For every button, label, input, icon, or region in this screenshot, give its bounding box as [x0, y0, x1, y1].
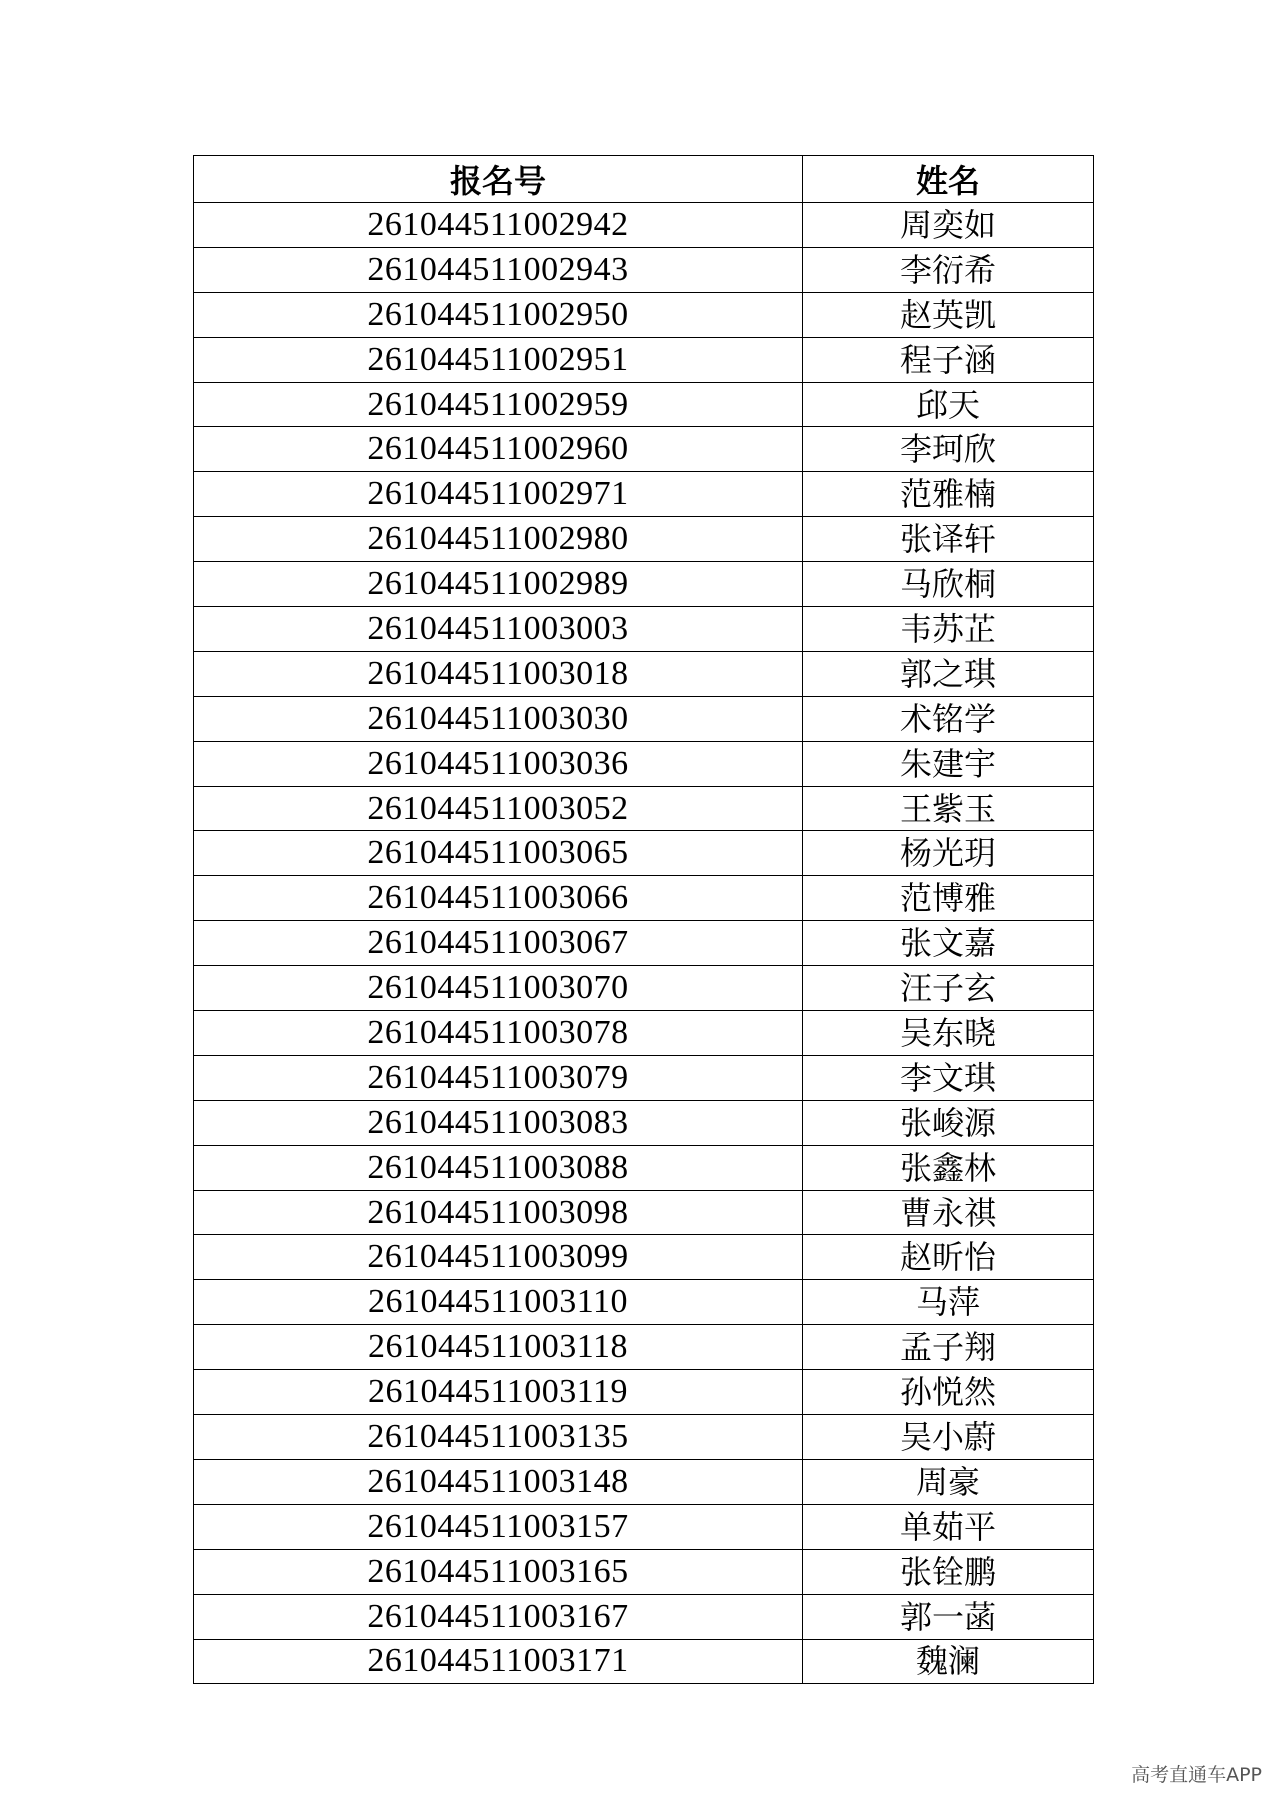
- registration-number-cell: 261044511002950: [194, 292, 803, 337]
- table-row: [194, 1055, 1094, 1100]
- name-cell: 李文琪: [803, 1055, 1094, 1100]
- table-row: [194, 203, 1094, 248]
- name-cell: 吴东晓: [803, 1011, 1094, 1056]
- name-cell: 张鑫林: [803, 1145, 1094, 1190]
- registration-number-cell: 261044511003065: [194, 831, 803, 876]
- table-row: [194, 1190, 1094, 1235]
- name-cell: 魏澜: [803, 1639, 1094, 1684]
- name-cell: 马欣桐: [803, 562, 1094, 607]
- table-body: [194, 203, 1094, 1684]
- registration-number-cell: 261044511003119: [194, 1370, 803, 1415]
- table-row: [194, 562, 1094, 607]
- registration-number-cell: 261044511003036: [194, 741, 803, 786]
- table-row: [194, 1145, 1094, 1190]
- name-cell: 孟子翔: [803, 1325, 1094, 1370]
- table-row: [194, 1415, 1094, 1460]
- header-name: 姓名: [803, 156, 1094, 203]
- table-row: [194, 966, 1094, 1011]
- registration-number-cell: 261044511003067: [194, 921, 803, 966]
- name-cell: 张峻源: [803, 1100, 1094, 1145]
- registration-table: [193, 155, 1094, 1684]
- name-cell: 孙悦然: [803, 1370, 1094, 1415]
- table-row: [194, 876, 1094, 921]
- name-cell: 赵英凯: [803, 292, 1094, 337]
- name-cell: 李衍希: [803, 247, 1094, 292]
- registration-number-cell: 261044511003118: [194, 1325, 803, 1370]
- name-cell: 韦苏芷: [803, 607, 1094, 652]
- table-row: [194, 472, 1094, 517]
- table-row: [194, 517, 1094, 562]
- registration-number-cell: 261044511003099: [194, 1235, 803, 1280]
- name-cell: 汪子玄: [803, 966, 1094, 1011]
- table-row: [194, 1100, 1094, 1145]
- table-row: [194, 1325, 1094, 1370]
- name-cell: 单茹平: [803, 1504, 1094, 1549]
- name-cell: 术铭学: [803, 696, 1094, 741]
- table-row: [194, 1280, 1094, 1325]
- registration-number-cell: 261044511002960: [194, 427, 803, 472]
- table-row: [194, 1504, 1094, 1549]
- registration-number-cell: 261044511003165: [194, 1549, 803, 1594]
- table-row: [194, 382, 1094, 427]
- table-row: [194, 247, 1094, 292]
- registration-number-cell: 261044511002943: [194, 247, 803, 292]
- registration-number-cell: 261044511003018: [194, 651, 803, 696]
- name-cell: 范雅楠: [803, 472, 1094, 517]
- name-cell: 张铨鹏: [803, 1549, 1094, 1594]
- name-cell: 杨光玥: [803, 831, 1094, 876]
- name-cell: 吴小蔚: [803, 1415, 1094, 1460]
- registration-number-cell: 261044511003066: [194, 876, 803, 921]
- registration-number-cell: 261044511003078: [194, 1011, 803, 1056]
- table-row: [194, 337, 1094, 382]
- registration-number-cell: 261044511002942: [194, 203, 803, 248]
- table-row: [194, 1459, 1094, 1504]
- registration-number-cell: 261044511003088: [194, 1145, 803, 1190]
- header-registration-number: 报名号: [194, 156, 803, 203]
- registration-number-cell: 261044511003110: [194, 1280, 803, 1325]
- table-row: [194, 831, 1094, 876]
- name-cell: 张译轩: [803, 517, 1094, 562]
- table-row: [194, 607, 1094, 652]
- table-row: [194, 292, 1094, 337]
- registration-number-cell: 261044511003157: [194, 1504, 803, 1549]
- name-cell: 李珂欣: [803, 427, 1094, 472]
- name-cell: 郭之琪: [803, 651, 1094, 696]
- name-cell: 周奕如: [803, 203, 1094, 248]
- table-row: [194, 696, 1094, 741]
- registration-number-cell: 261044511003003: [194, 607, 803, 652]
- table-row: [194, 1235, 1094, 1280]
- registration-number-cell: 261044511002980: [194, 517, 803, 562]
- registration-number-cell: 261044511003079: [194, 1055, 803, 1100]
- registration-number-cell: 261044511002951: [194, 337, 803, 382]
- registration-number-cell: 261044511002971: [194, 472, 803, 517]
- name-cell: 范博雅: [803, 876, 1094, 921]
- table-row: [194, 1370, 1094, 1415]
- registration-number-cell: 261044511003052: [194, 786, 803, 831]
- registration-number-cell: 261044511003167: [194, 1594, 803, 1639]
- table-header-row: [194, 156, 1094, 203]
- name-cell: 朱建宇: [803, 741, 1094, 786]
- name-cell: 张文嘉: [803, 921, 1094, 966]
- registration-number-cell: 261044511002959: [194, 382, 803, 427]
- table-row: [194, 1639, 1094, 1684]
- registration-number-cell: 261044511003098: [194, 1190, 803, 1235]
- name-cell: 邱天: [803, 382, 1094, 427]
- table-row: [194, 786, 1094, 831]
- table-row: [194, 1594, 1094, 1639]
- registration-number-cell: 261044511003148: [194, 1459, 803, 1504]
- name-cell: 程子涵: [803, 337, 1094, 382]
- registration-number-cell: 261044511003030: [194, 696, 803, 741]
- watermark-text: 高考直通车APP: [1131, 1764, 1262, 1786]
- table-row: [194, 651, 1094, 696]
- name-cell: 王紫玉: [803, 786, 1094, 831]
- registration-number-cell: 261044511003070: [194, 966, 803, 1011]
- table-row: [194, 741, 1094, 786]
- name-cell: 曹永祺: [803, 1190, 1094, 1235]
- table-row: [194, 1549, 1094, 1594]
- name-cell: 郭一菡: [803, 1594, 1094, 1639]
- table-row: [194, 1011, 1094, 1056]
- registration-number-cell: 261044511003171: [194, 1639, 803, 1684]
- table-row: [194, 921, 1094, 966]
- table-row: [194, 427, 1094, 472]
- registration-number-cell: 261044511002989: [194, 562, 803, 607]
- registration-number-cell: 261044511003083: [194, 1100, 803, 1145]
- registration-number-cell: 261044511003135: [194, 1415, 803, 1460]
- name-cell: 赵昕怡: [803, 1235, 1094, 1280]
- name-cell: 马萍: [803, 1280, 1094, 1325]
- name-cell: 周豪: [803, 1459, 1094, 1504]
